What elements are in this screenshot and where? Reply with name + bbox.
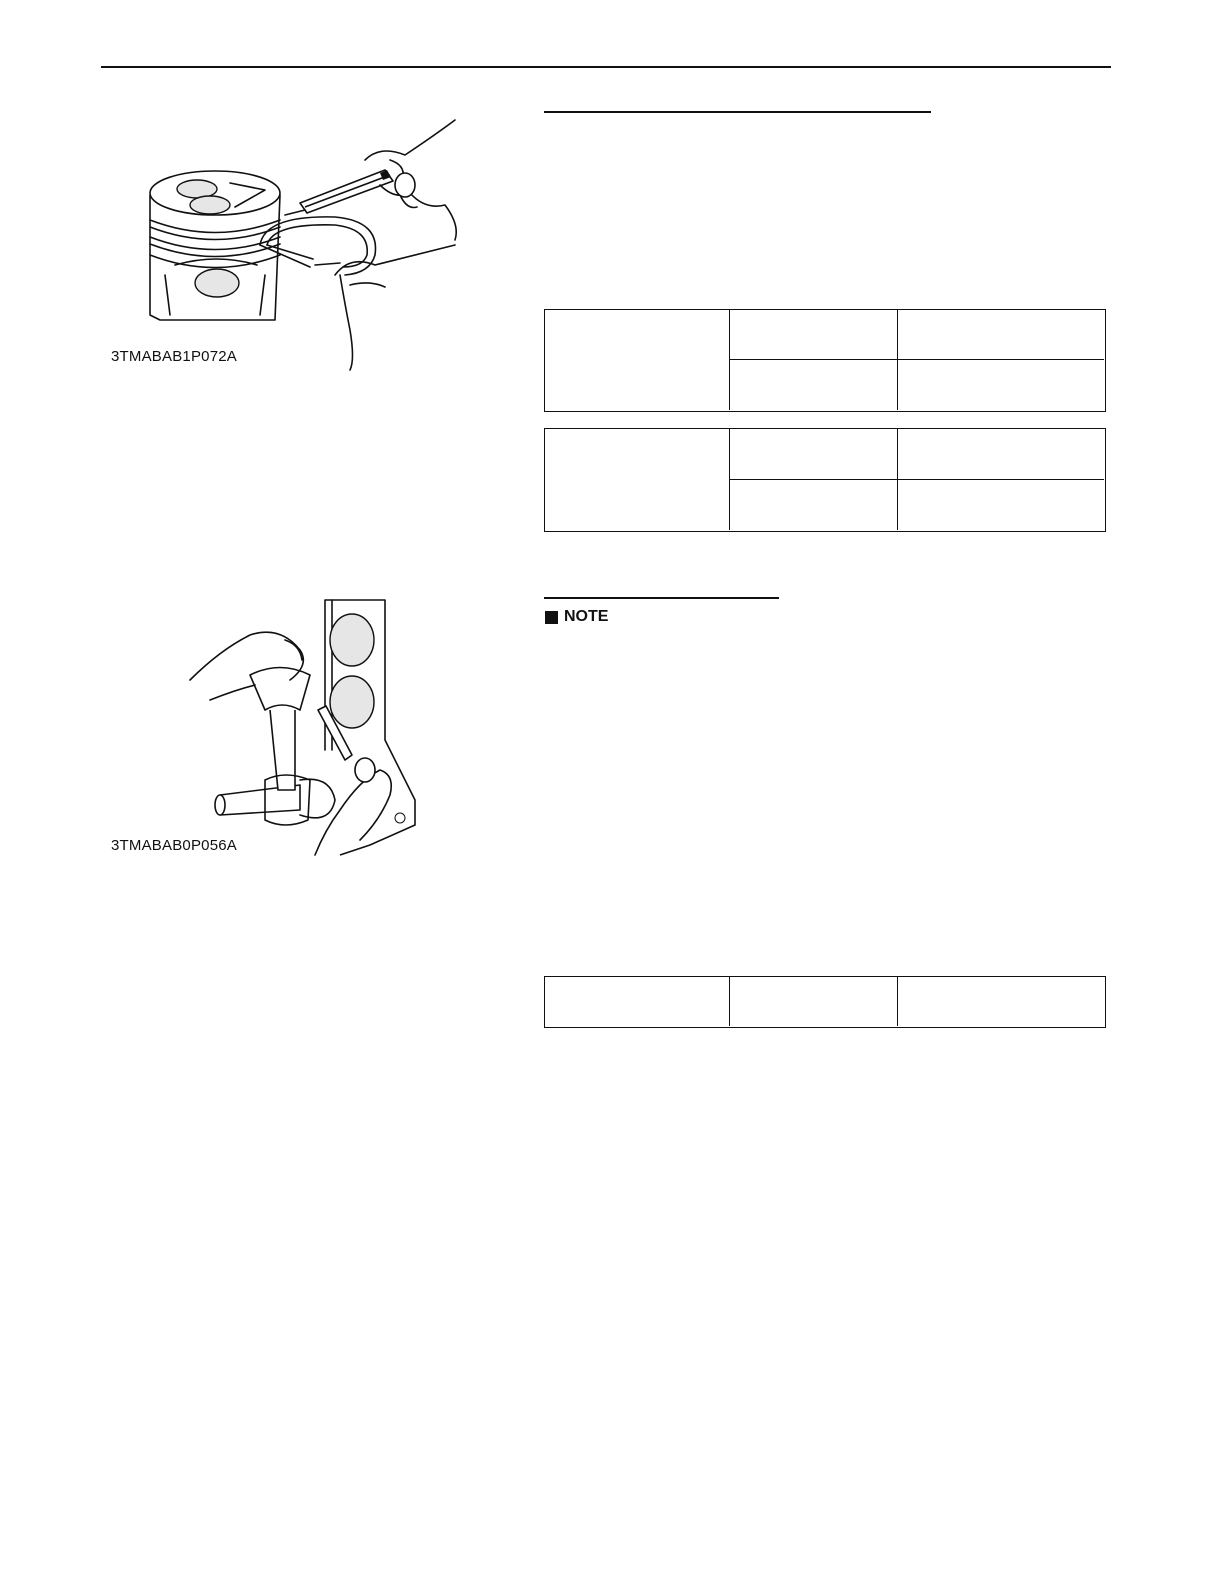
spec-table-1-row-1-value bbox=[898, 310, 1104, 360]
spec-table-1-row-2-label bbox=[730, 360, 898, 410]
spec-table-2 bbox=[544, 428, 1106, 532]
figure-2-caption: 3TMABAB0P056A bbox=[111, 837, 237, 854]
black-square-icon bbox=[545, 611, 558, 624]
section-1-heading-rule bbox=[544, 111, 931, 113]
spec-table-2-row-1-value bbox=[898, 429, 1104, 480]
spec-table-1-item-cell bbox=[545, 310, 730, 410]
spec-table-2-row-1-label bbox=[730, 429, 898, 480]
spec-table-1-row-1-label bbox=[730, 310, 898, 360]
spec-table-1 bbox=[544, 309, 1106, 412]
spec-table-3 bbox=[544, 976, 1106, 1028]
note-text: NOTE bbox=[564, 608, 609, 625]
spec-table-3-label bbox=[730, 977, 898, 1026]
spec-table-2-item-cell bbox=[545, 429, 730, 530]
spec-table-3-item-cell bbox=[545, 977, 730, 1026]
piston-ring-illustration bbox=[135, 115, 465, 370]
spec-table-2-row-2-label bbox=[730, 480, 898, 530]
note-label bbox=[545, 608, 608, 626]
spec-table-3-value bbox=[898, 977, 1104, 1026]
header-rule bbox=[101, 66, 1111, 68]
figure-1-caption: 3TMABAB1P072A bbox=[111, 348, 237, 365]
spec-table-1-row-2-value bbox=[898, 360, 1104, 410]
connecting-rod-illustration bbox=[190, 600, 420, 855]
section-2-heading-rule bbox=[544, 597, 779, 599]
spec-table-2-row-2-value bbox=[898, 480, 1104, 530]
